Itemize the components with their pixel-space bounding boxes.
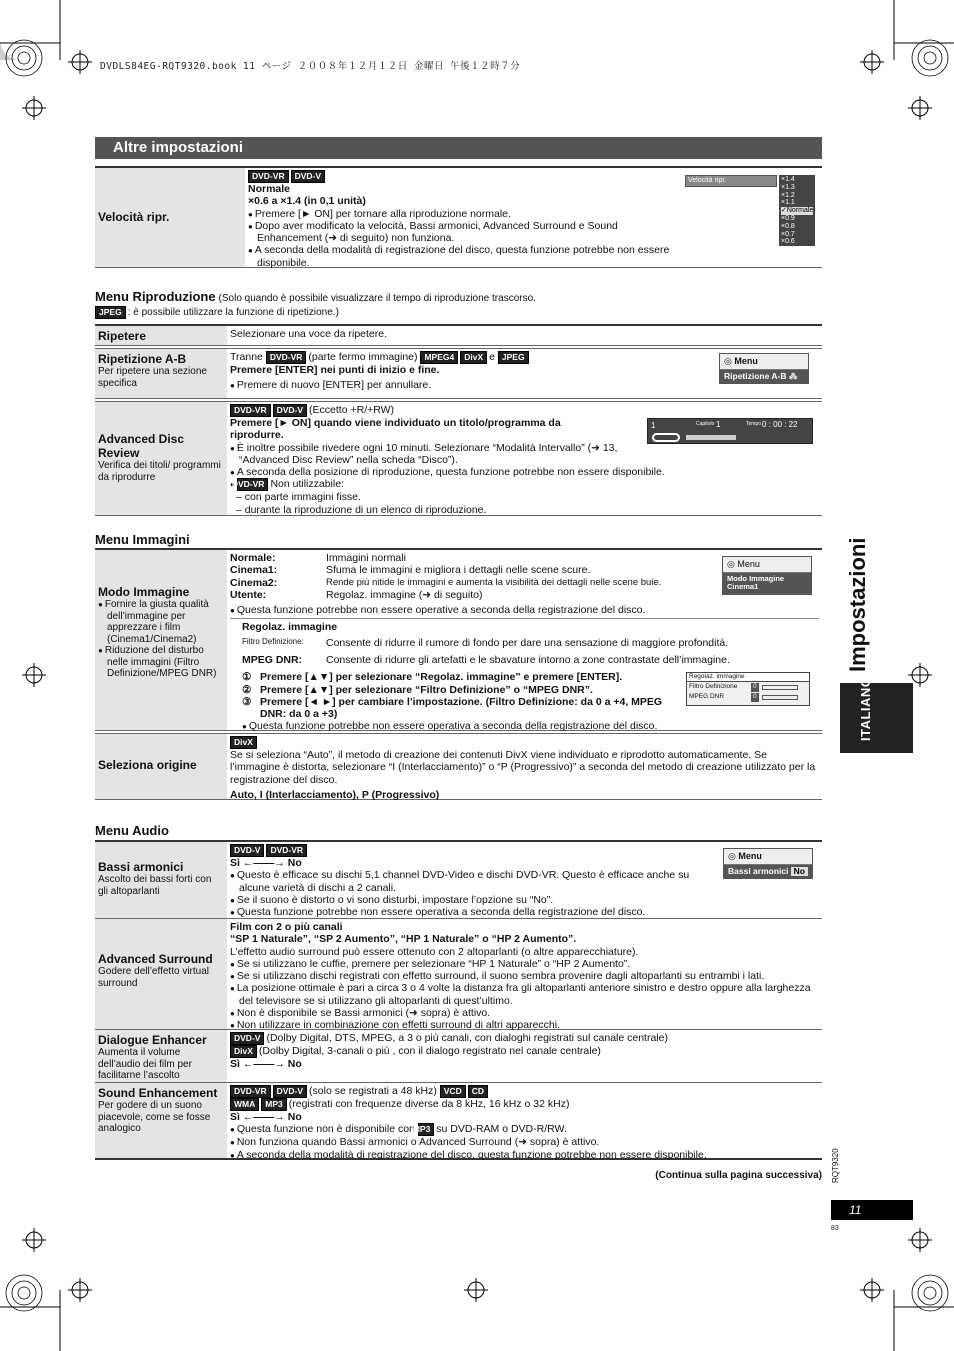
continua-note: (Continua sulla pagina successiva) (655, 1170, 822, 1181)
page-number-box (831, 1200, 913, 1220)
section-title: Altre impostazioni (113, 139, 244, 156)
sound-b1-post: su DVD-RAM o DVD-R/RW. (436, 1123, 567, 1136)
mpeg-key: MPEG DNR: (242, 653, 303, 666)
ab-text: (parte fermo immagine) (308, 351, 418, 363)
bassi-mini-bot (724, 865, 812, 879)
bassi-label: Bassi armonici (98, 860, 184, 874)
surr-row (95, 919, 822, 1030)
velocita-option: ×0.7 (781, 230, 795, 238)
ab-label: Ripetizione A-B (98, 352, 187, 366)
dial-row (95, 1030, 822, 1083)
tag-jpeg: JPEG (498, 351, 529, 364)
dial-sub: Aumenta il volume dell’audio dei film per facilitarne l’ascolto (98, 1047, 192, 1082)
menu-audio-table (95, 840, 822, 1160)
tag-dvd-vr: DVD-VR (230, 404, 271, 417)
step-num: ③ (242, 695, 252, 708)
adr-mini-cap: 1 (716, 420, 721, 429)
bassi-bullet: ● Questo è efficace su dischi 5,1 channel DVD-Video e dischi DVD-VR. Questo è efficace anche su alcune varietà di dischi a 2 canali. (230, 869, 718, 894)
modo-mini-bot-r: Cinema1 (727, 582, 759, 592)
ripetere-label-cell (95, 326, 227, 345)
sel-text: Se si seleziona “Auto”, il metodo di creazione dei contenuti DivX viene individuato e riprodotto automaticamente. Se l’immagine è distorta, selezionare “I (Interlacciamento)” o “P (Progressivo)” a seconda del metodo di creazione utilizzato per la registrazione del disco. (230, 749, 816, 786)
velocita-option-selected: ✓Normale (781, 207, 814, 215)
tag-dvd-v: DVD-V (273, 1085, 307, 1098)
modo-mini-menu (722, 556, 812, 595)
language-tab-label: ITALIANO (858, 676, 873, 741)
ab-mini-menu (719, 353, 809, 384)
velocita-bullet: ● Premere [► ON] per tornare alla riproduzione normale. (248, 208, 678, 220)
regolaz-mini-v1: 0 (753, 682, 757, 690)
sel-row (95, 734, 822, 800)
modo-mini-top (723, 557, 811, 573)
menu-audio-title: Menu Audio (95, 823, 169, 838)
adr-instruction: Premere [► ON] quando viene individuato un titolo/programma da riprodurre. (230, 417, 561, 442)
adr-bullet: ● A seconda della posizione di riproduzione, questa funzione potrebbe non essere disponibile. (230, 466, 819, 478)
ab-label-cell (95, 349, 227, 398)
tag-divx: DivX (230, 1045, 257, 1058)
sound-b1-pre: Questa funzione non è disponibile con (236, 1123, 415, 1136)
bassi-mini-menu (723, 848, 813, 879)
regolaz-mini-slider (762, 685, 798, 690)
jpeg-note-text: : è possibile utilizzare la funzione di ripetizione.) (127, 307, 339, 318)
rqt-code: RQT9320 (831, 1148, 840, 1183)
menu-ripr-note: (Solo quando è possibile visualizzare il tempo di riproduzione trascorso. (218, 293, 536, 304)
ripetere-row (95, 326, 822, 346)
adr-tagnote: (Eccetto +R/+RW) (309, 404, 395, 416)
velocita-range: ×0.6 a ×1.4 (in 0,1 unità) (248, 195, 366, 208)
surr-heading: Film con 2 o più canali (230, 921, 343, 933)
adr-bullet (230, 478, 819, 491)
ripetere-text: Selezionare una voce da ripetere. (230, 328, 388, 340)
velocita-mini-list (779, 175, 815, 246)
modo-content (227, 550, 822, 733)
regolaz-mini-v2: 0 (753, 692, 757, 700)
dial-toggle: Sì ←——→ No (230, 1058, 302, 1070)
modo-bullet: ● Questa funzione potrebbe non essere operative a seconda della registrazione del disco. (230, 604, 819, 616)
surr-bullet: ● Se si utilizzano le cuffie, premere per selezionare “HP 1 Naturale” o “HP 2 Aumento”. (230, 958, 819, 970)
tag-mp3: MP3 (418, 1123, 434, 1136)
adr-mini-cap-label: Capitolo (696, 421, 715, 427)
step-num: ② (242, 683, 252, 696)
dial-content (227, 1030, 822, 1082)
ab-instruction: Premere [ENTER] nei punti di inizio e fine. (230, 364, 440, 376)
section-title-bar (95, 137, 822, 159)
page-number: 11 (849, 1203, 862, 1217)
surr-label-cell (95, 919, 227, 1029)
surr-text: L’effetto audio surround può essere ottenuto con 2 altoparlanti (o altre apparecchiature). (230, 945, 639, 958)
sound-label-cell (95, 1083, 227, 1158)
ab-bullet: ● Premere di nuovo [ENTER] per annullare. (230, 379, 819, 391)
regolaz-title: Regolaz. immagine (242, 621, 338, 634)
regolaz-mini-r2: MPEG DNR (689, 692, 725, 700)
velocita-content (245, 168, 822, 267)
surr-bullet: ● Non utilizzare in combinazione con effetti surround di altri apparecchi. (230, 1019, 819, 1031)
regolaz-mini-r1: Filtro Definizione (689, 682, 738, 690)
modo-row (95, 550, 822, 731)
dial-text: (Dolby Digital, 3-canali o più , con il dialogo registrato nel canale centrale) (258, 1045, 601, 1057)
jpeg-note (95, 306, 339, 319)
velocita-option: ×1.3 (781, 183, 795, 191)
bassi-mini-top-text: Menu (738, 851, 762, 861)
modo-mini-bot-l: Modo Immagine (727, 573, 785, 583)
sel-content (227, 734, 822, 799)
ab-row (95, 349, 822, 399)
modo-sub: ● Fornire la giusta qualità dell’immagine per apprezzare i film (Cinema1/Cinema2) (98, 599, 224, 645)
mode-key: Utente: (230, 588, 267, 601)
mpeg-value: Consente di ridurre gli artefatti e le sbavature intorno a zone contrastate dell’immagine. (326, 653, 730, 666)
adr-mini-play-icon (652, 433, 680, 442)
mode-value: Rende più nitide le immagini e aumenta la visibilità dei dettagli nelle scene buie. (326, 576, 662, 588)
disc-icon: ◎ (727, 559, 735, 569)
tag-mp3: MP3 (261, 1098, 286, 1111)
sound-bullet (230, 1123, 819, 1136)
language-tab (840, 676, 913, 753)
bassi-bullet: ● Questa funzione potrebbe non essere operativa a seconda della registrazione del disco. (230, 906, 819, 918)
adr-mini-tempo-label: Tempo (746, 421, 762, 427)
tag-jpeg: JPEG (95, 306, 126, 319)
adr-dash: – con parte immagini fisse. (236, 491, 361, 504)
filtro-value: Consente di ridurre il rumore di fondo per dare una sensazione di maggiore profondità. (326, 636, 729, 649)
tag-dvd-v: DVD-V (291, 170, 325, 183)
filtro-key: Filtro Definizione: (242, 636, 304, 646)
surr-label: Advanced Surround (98, 952, 213, 966)
tag-cd: CD (468, 1085, 488, 1098)
velocita-label-cell (95, 168, 245, 267)
surr-bullet: ● La posizione ottimale è pari a circa 3 o 4 volte la distanza fra gli altoparlanti anteriore sinistro e destro oppure alla larghezza del televisore se si utilizzano gli altoparlanti di quest’ultimo. (230, 982, 819, 1007)
sound-sub: Per godere di un suono piacevole, come se fosse analogico (98, 1100, 211, 1135)
tag-dvd-vr: DVD-VR (248, 170, 289, 183)
step-text: Premere [◄ ►] per cambiare l’impostazione. (Filtro Definizione: da 0 a +4, MPEG DNR: da 0 a +3) (260, 695, 663, 721)
tag-mpeg4: MPEG4 (420, 351, 458, 364)
modo-label-cell (95, 550, 227, 730)
regolaz-mini-row (687, 682, 809, 693)
surr-content (227, 919, 822, 1032)
modo-mini-bot (723, 573, 811, 595)
ab-mini-bot (720, 370, 808, 384)
velocita-table (95, 166, 822, 268)
ab-text: Tranne (230, 351, 263, 363)
tag-dvd-vr: DVD-VR (266, 351, 307, 364)
menu-img-table (95, 548, 822, 800)
sel-options: Auto, I (Interlacciamento), P (Progressivo) (230, 788, 440, 801)
sound-text: (registrati con frequenze diverse da 8 kHz, 16 kHz o 32 kHz) (288, 1098, 570, 1110)
modo-mini-top-text: Menu (737, 559, 760, 569)
modo-label: Modo Immagine (98, 585, 190, 599)
velocita-option: ×1.1 (781, 199, 795, 207)
tag-dvd-v: DVD-V (230, 844, 264, 857)
tag-dvd-vr: DVD-VR (237, 478, 269, 491)
mode-value: Regolaz. immagine (➜ di seguito) (326, 588, 483, 601)
adr-content (227, 402, 822, 515)
adr-b3-text: Non utilizzabile: (270, 478, 344, 491)
dial-text: (Dolby Digital, DTS, MPEG, a 3 o più canali, con dialoghi registrati sul canale centrale) (266, 1032, 668, 1044)
sel-label-cell (95, 734, 227, 799)
adr-dash: – durante la riproduzione di un elenco di riproduzione. (236, 503, 487, 516)
disc-icon: ◎ (728, 851, 736, 861)
sound-toggle: Sì ←——→ No (230, 1111, 302, 1123)
side-title: Impostazioni (845, 537, 870, 672)
menu-img-title: Menu Immagini (95, 532, 190, 547)
tag-dvd-v: DVD-V (273, 404, 307, 417)
mode-value: Immagini normali (326, 552, 406, 564)
filtro-row (242, 637, 819, 649)
bassi-label-cell (95, 842, 227, 918)
tag-divx: DivX (460, 351, 487, 364)
step-text: Premere [▲▼] per selezionare “Regolaz. immagine” e premere [ENTER]. (260, 671, 623, 684)
regolaz-mini-title: Regolaz. immagine (687, 673, 809, 682)
bassi-mini-bot-r: No (791, 867, 808, 877)
regolaz-mini-menu (686, 672, 810, 706)
step-bullet: ● Questa funzione potrebbe non essere operativa a seconda della registrazione del disco. (242, 720, 819, 732)
velocita-row (95, 168, 822, 268)
velocita-label: Velocità ripr. (98, 210, 170, 224)
adr-label: Advanced Disc Review (98, 432, 185, 461)
adr-sub: Verifica dei titoli/ programmi da riprodurre (98, 460, 221, 483)
adr-bullet: ● È inoltre possibile rivedere ogni 10 minuti. Selezionare “Modalità Intervallo” (➜ 13, “Advanced Disc Review” nella scheda “Disco”). (230, 442, 630, 467)
adr-mini-title-num: 1 (651, 421, 656, 430)
velocita-option: ×1.2 (781, 191, 795, 199)
bassi-row (95, 842, 822, 919)
surr-options: “SP 1 Naturale”, “SP 2 Aumento”, “HP 1 Naturale” o “HP 2 Aumento”. (230, 933, 577, 946)
bassi-bullet: ● Se il suono è distorto o vi sono disturbi, impostare l’opzione su “No”. (230, 894, 819, 906)
ab-mini-bot-text: Ripetizione A-B (724, 370, 787, 381)
dial-label: Dialogue Enhancer (98, 1033, 207, 1047)
step-text: Premere [▲▼] per selezionare “Filtro Definizione” o “MPEG DNR”. (260, 683, 593, 696)
mode-key: Cinema1: (230, 564, 278, 577)
adr-mini-progress (686, 435, 736, 440)
bassi-mini-bot-l: Bassi armonici (728, 865, 789, 876)
bassi-toggle: Sì ←——→ No (230, 857, 302, 869)
tag-dvd-vr: DVD-VR (266, 844, 307, 857)
menu-ripr-table (95, 324, 822, 516)
regolaz-mini-slider (762, 695, 798, 700)
sound-row (95, 1083, 822, 1160)
ab-text: e (489, 351, 495, 363)
small-page-number: 83 (831, 1225, 839, 1232)
adr-mini-tempo: 0 : 00 : 22 (762, 420, 798, 429)
file-header-line: DVDLS84EG-RQT9320.book 11 ページ ２００８年１２月１２日 金曜日 午後１２時７分 (100, 61, 521, 72)
step-num: ① (242, 671, 252, 684)
menu-ripr-title: Menu Riproduzione (95, 289, 216, 304)
sound-bullet: ● A seconda della modalità di registrazione del disco, questa funzione potrebbe non essere disponibile. (230, 1149, 819, 1161)
disc-icon: ◎ (724, 356, 732, 366)
velocita-mini-label: Velocità ripr. (685, 175, 777, 187)
sound-content (227, 1083, 822, 1161)
velocita-bullet: ● A seconda della modalità di registrazione del disco, questa funzione potrebbe non essere disponibile. (248, 244, 678, 269)
menu-ripr-heading (95, 289, 822, 305)
tag-dvd-vr: DVD-VR (230, 1085, 271, 1098)
surr-bullet: ● Se si utilizzano dischi registrati con effetto surround, il suono sembra provenire dagli altoparlanti su entrambi i lati. (230, 970, 819, 982)
surr-bullet: ● Non è disponibile se Bassi armonici (➜ sopra) è attivo. (230, 1007, 819, 1019)
tag-vcd: VCD (440, 1085, 466, 1098)
ab-mini-top-text: Menu (734, 356, 758, 366)
adr-mini-screen (647, 418, 813, 444)
tag-divx: DivX (230, 736, 257, 749)
sel-label: Seleziona origine (98, 758, 197, 772)
mpeg-row (242, 654, 819, 666)
sound-bullet: ● Non funziona quando Bassi armonici o Advanced Surround (➜ sopra) è attivo. (230, 1136, 819, 1148)
modo-sub: ● Riduzione del disturbo nelle immagini (Filtro Definizione/MPEG DNR) (98, 645, 224, 680)
ab-mini-top (720, 354, 808, 370)
adr-label-cell (95, 402, 227, 515)
surr-sub: Godere dell’effetto virtual surround (98, 966, 209, 989)
bassi-mini-top (724, 849, 812, 865)
velocita-option: ×0.6 (781, 238, 795, 246)
ab-content (227, 349, 822, 398)
dial-label-cell (95, 1030, 227, 1082)
mode-value: Sfuma le immagini e migliora i dettagli nelle scene scure. (326, 564, 591, 577)
tag-wma: WMA (230, 1098, 259, 1111)
mode-key: Normale: (230, 552, 276, 564)
velocita-option: ×0.8 (781, 222, 795, 230)
velocita-option: ×1.4 (781, 176, 795, 183)
repeat-ab-icon: ⁂ (788, 370, 798, 381)
sound-text: (solo se registrati a 48 kHz) (309, 1085, 437, 1097)
ripetere-label: Ripetere (98, 329, 147, 343)
velocita-normale: Normale (248, 183, 291, 195)
bassi-content (227, 842, 822, 918)
bassi-sub: Ascolto dei bassi forti con gli altoparlanti (98, 874, 212, 897)
regolaz-mini-row (687, 693, 809, 702)
mode-key: Cinema2: (230, 576, 278, 589)
ab-sub: Per ripetere una sezione specifica (98, 366, 207, 389)
velocita-option: ×0.9 (781, 214, 795, 222)
velocita-bullet: ● Dopo aver modificato la velocità, Bassi armonici, Advanced Surround e Sound Enhancement (➜ di seguito) non funziona. (248, 220, 678, 245)
adr-row (95, 402, 822, 516)
tag-dvd-v: DVD-V (230, 1032, 264, 1045)
sound-label: Sound Enhancement (98, 1086, 218, 1100)
